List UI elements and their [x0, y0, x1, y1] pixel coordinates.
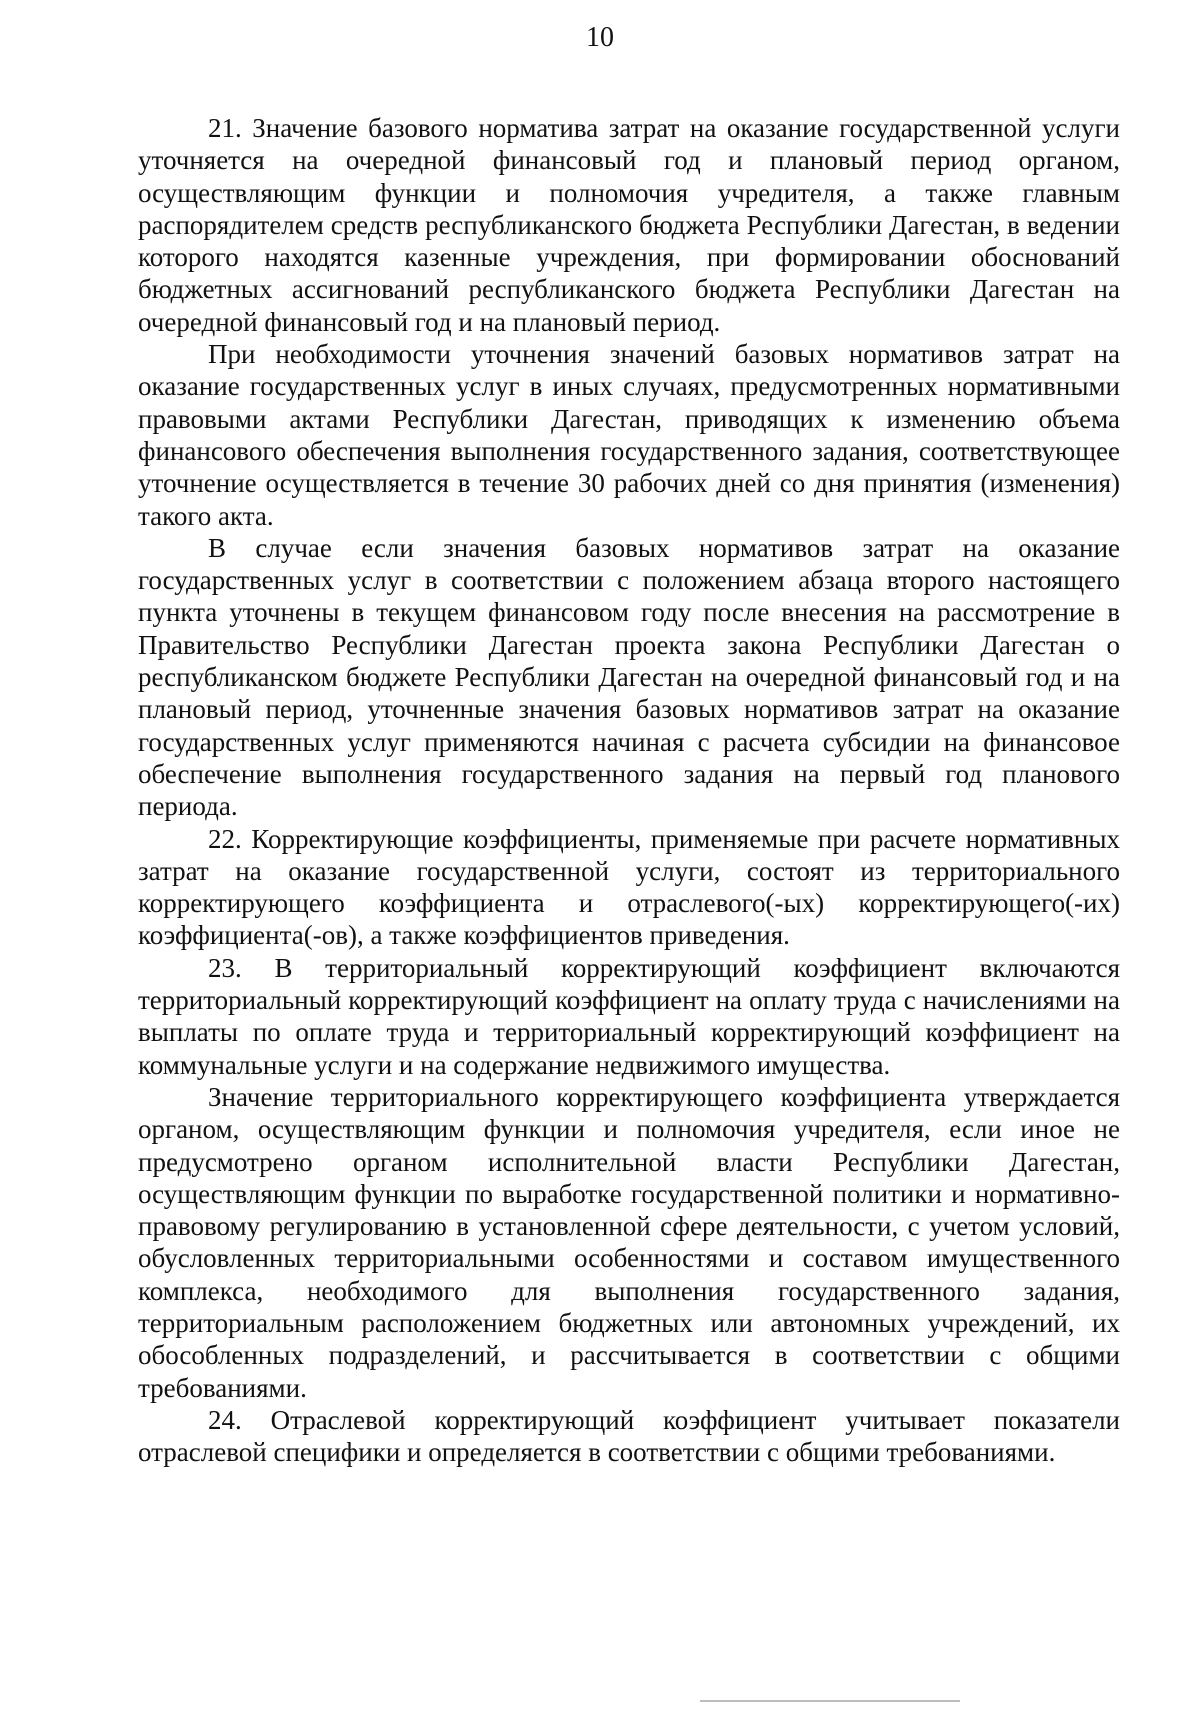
- paragraph-21-case: В случае если значения базовых нормативов затрат на оказание государственных услуг в соответствии с положением абзаца второго настоящего пункта уточнены в текущем финансовом году после внесения на рассмотрение в Правительство Республики Дагестан проекта закона Республики Дагестан о республиканском бюджете Республики Дагестан на очередной финансовый год и на плановый период, уточненные значения базовых нормативов затрат на оказание государственных услуг применяются начиная с расчета субсидии на финансовое обеспечение выполнения государственного задания на первый год планового периода.: [138, 532, 1120, 822]
- paragraph-24: 24. Отраслевой корректирующий коэффициент учитывает показатели отраслевой специфики и определяется в соответствии с общими требованиями.: [138, 1404, 1120, 1468]
- paragraph-23: 23. В территориальный корректирующий коэффициент включаются территориальный корректирующий коэффициент на оплату труда с начислениями на выплаты по оплате труда и территориальный корректирующий коэффициент на коммунальные услуги и на содержание недвижимого имущества.: [138, 952, 1120, 1080]
- page-number: 10: [586, 22, 614, 53]
- paragraph-21-clarification: При необходимости уточнения значений базовых нормативов затрат на оказание государственных услуг в иных случаях, предусмотренных нормативными правовыми актами Республики Дагестан, приводящих к изменению объема финансового обеспечения выполнения государственного задания, соответствующее уточнение осуществляется в течение 30 рабочих дней со дня принятия (изменения) такого акта.: [138, 339, 1120, 531]
- paragraph-21: 21. Значение базового норматива затрат на оказание государственной услуги уточняется на очередной финансовый год и плановый период органом, осуществляющим функции и полномочия учредителя, а также главным распорядителем средств республиканского бюджета Республики Дагестан, в ведении которого находятся казенные учреждения, при формировании обоснований бюджетных ассигнований республиканского бюджета Республики Дагестан на очередной финансовый год и на плановый период.: [138, 113, 1120, 337]
- paragraph-22: 22. Корректирующие коэффициенты, применяемые при расчете нормативных затрат на оказание государственной услуги, состоят из территориального корректирующего коэффициента и отраслевого(-ых) корректирующего(-их) коэффициента(-ов), а также коэффициентов приведения.: [138, 823, 1120, 951]
- scan-edge-line: [700, 1700, 960, 1702]
- document-body: [138, 112, 1120, 1468]
- paragraph-23-value: Значение территориального корректирующего коэффициента утверждается органом, осуществляющим функции и полномочия учредителя, если иное не предусмотрено органом исполнительной власти Республики Дагестан, осуществляющим функции по выработке государственной политики и нормативно-правовому регулированию в установленной сфере деятельности, с учетом условий, обусловленных территориальными особенностями и составом имущественного комплекса, необходимого для выполнения государственного задания, территориальным расположением бюджетных или автономных учреждений, их обособленных подразделений, и рассчитывается в соответствии с общими требованиями.: [138, 1081, 1120, 1403]
